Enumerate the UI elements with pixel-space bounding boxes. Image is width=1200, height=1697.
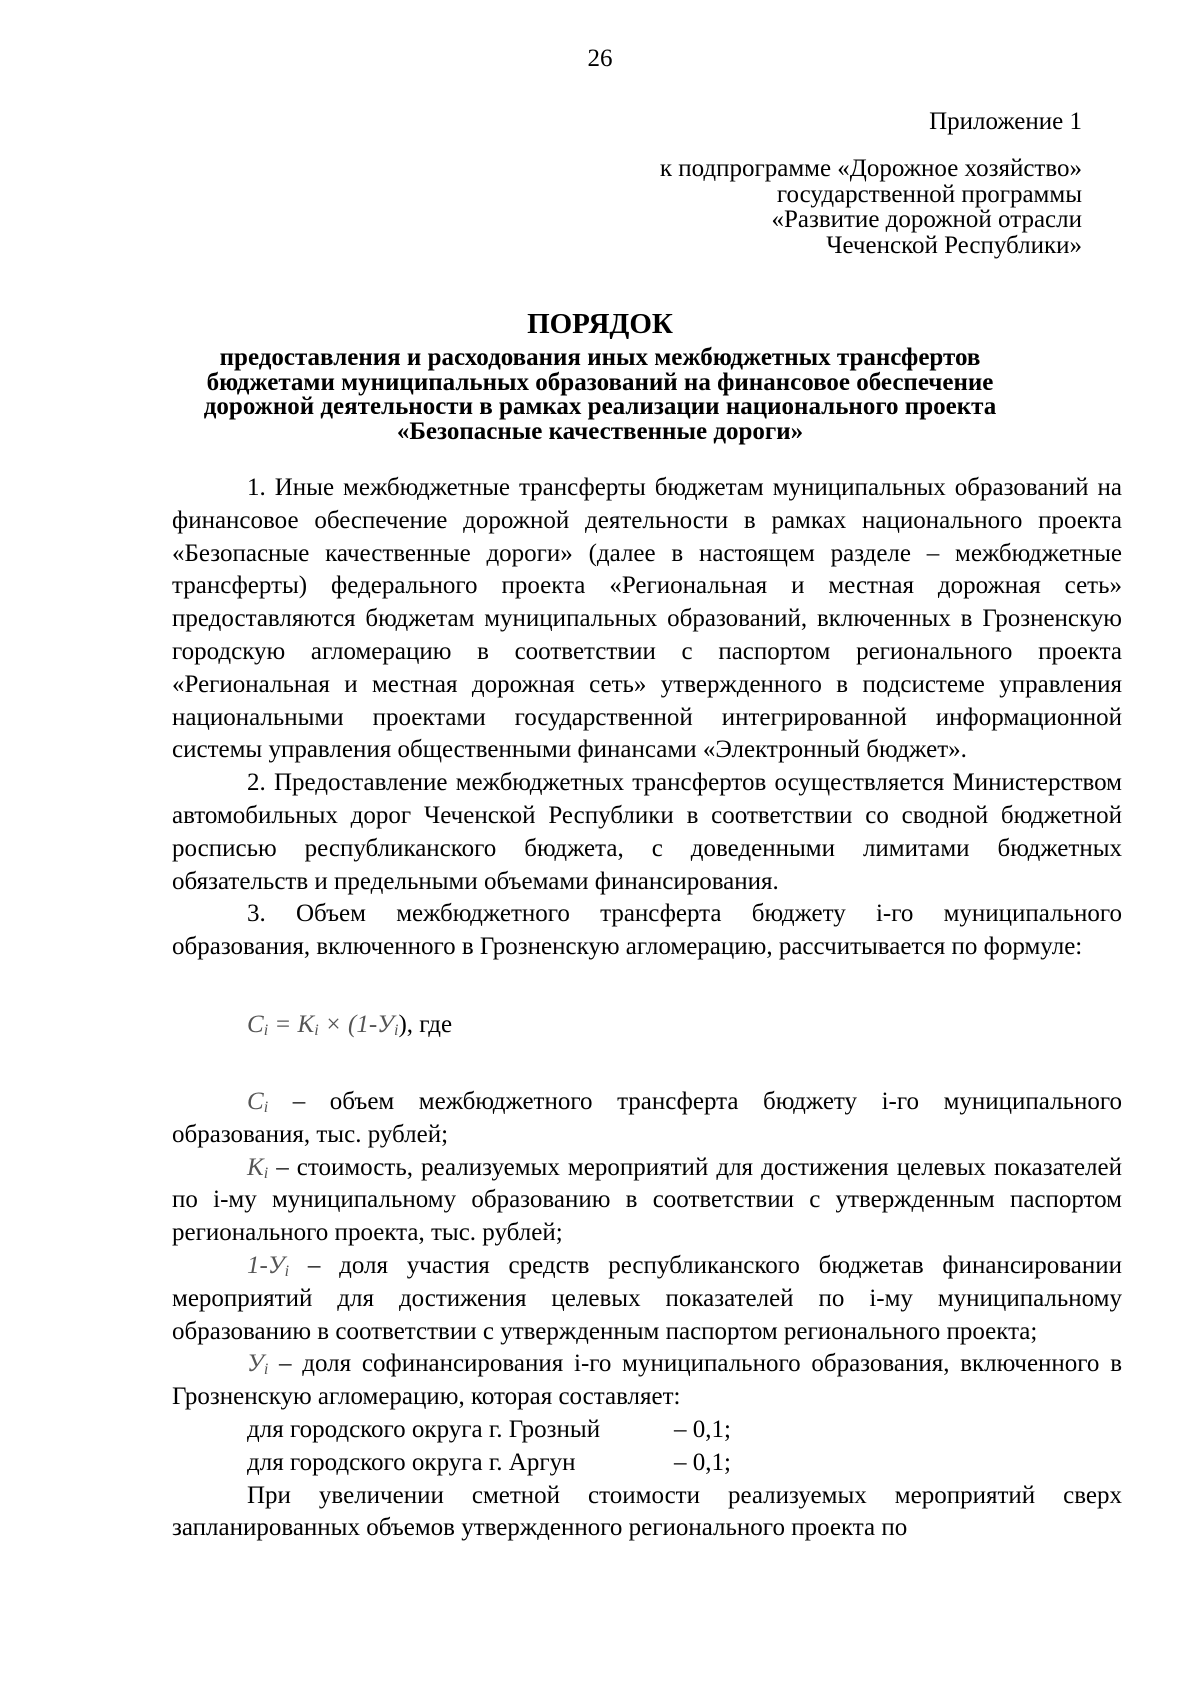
definition-text: – доля софинансирования i-го муниципального образования, включенного в Грозненскую агломерацию, которая составляет: <box>172 1350 1122 1411</box>
definition-text: – доля участия средств республиканского бюджетав финансировании мероприятий для достижения целевых показателей по i-му муниципальному образованию в соответствии с утвержденным паспортом регионального проекта; <box>172 1251 1122 1345</box>
appendix-line: к подпрограмме «Дорожное хозяйство» <box>659 155 1082 182</box>
definition-one-minus-y <box>172 1250 1122 1348</box>
appendix-line: Чеченской Республики» <box>826 231 1082 259</box>
value-label: для городского округа г. Аргун <box>247 1448 576 1476</box>
page-number: 26 <box>587 45 613 72</box>
definition-subscript: i <box>263 1361 269 1379</box>
appendix-header <box>660 108 1082 258</box>
formula-subscript: i <box>394 1021 399 1039</box>
definition-text: – стоимость, реализуемых мероприятий для достижения целевых показателей по i-му муниципальному образованию в соответствии с утвержденным паспортом регионального проекта, тыс. рублей; <box>172 1153 1122 1247</box>
subtitle-line: «Безопасные качественные дороги» <box>396 417 804 445</box>
value-line-argun <box>172 1447 1122 1480</box>
formula-times: × ( <box>318 1010 357 1038</box>
paragraph-1: 1. Иные межбюджетные трансферты бюджетам муниципальных образований на финансовое обеспечение дорожной деятельности в рамках национального проекта «Безопасные качественные дороги» (далее в настоящем разделе – межбюджетные трансферты) федерального проекта «Региональная и местная дорожная сеть» предоставляются бюджетам муниципальных образований, включенных в Грозненскую городскую агломерацию в соответствии с паспортом регионального проекта «Региональная и местная дорожная сеть» утвержденного в подсистеме управления национальными проектами государственной интегрированной информационной системы управления общественными финансами «Электронный бюджет». <box>172 474 1122 764</box>
appendix-line: государственной программы <box>776 180 1082 208</box>
definition-subscript: i <box>284 1262 290 1280</box>
definition-y <box>172 1348 1122 1414</box>
definition-subscript: i <box>263 1164 269 1182</box>
appendix-line: «Развитие дорожной отрасли <box>771 206 1082 233</box>
paragraph-3: 3. Объем межбюджетного трансферта бюджету i-го муниципального образования, включенного в Грозненскую агломерацию, рассчитывается по формуле: <box>172 900 1122 961</box>
formula-close: ), где <box>398 1010 453 1038</box>
formula <box>247 1008 1122 1042</box>
formula-k: K <box>297 1010 315 1038</box>
definition-subscript: i <box>263 1098 269 1116</box>
value-amount: – 0,1; <box>674 1448 731 1476</box>
formula-equals: = <box>268 1010 298 1038</box>
definition-text: – объем межбюджетного трансферта бюджету i-го муниципального образования, тыс. рублей; <box>172 1087 1122 1148</box>
definition-k <box>172 1152 1122 1250</box>
appendix-label: Приложение 1 <box>929 108 1082 135</box>
definition-c <box>172 1086 1122 1152</box>
value-line-grozny <box>172 1414 1122 1447</box>
document-title: ПОРЯДОК <box>527 308 673 340</box>
document-subtitle <box>0 346 1200 444</box>
paragraph-2: 2. Предоставление межбюджетных трансфертов осуществляется Министерством автомобильных дорог Чеченской Республики в соответствии со сводной бюджетной росписью республиканского бюджета, с доведенными лимитами бюджетных обязательств и предельными объемами финансирования. <box>172 769 1122 895</box>
value-amount: – 0,1; <box>674 1415 731 1443</box>
formula-subscript: i <box>263 1021 269 1039</box>
definition-symbol: C <box>247 1087 264 1115</box>
closing-paragraph: При увеличении сметной стоимости реализуемых мероприятий сверх запланированных объемов утвержденного регионального проекта по <box>172 1481 1122 1542</box>
definition-symbol: K <box>247 1153 264 1181</box>
subtitle-line: бюджетами муниципальных образований на финансовое обеспечение <box>206 368 994 396</box>
definition-symbol: 1-У <box>247 1251 285 1279</box>
formula-c: C <box>247 1010 264 1038</box>
subtitle-line: предоставления и расходования иных межбюджетных трансфертов <box>219 344 981 371</box>
subtitle-line: дорожной деятельности в рамках реализации национального проекта <box>203 393 997 420</box>
definition-symbol: У <box>247 1350 264 1378</box>
document-body <box>172 472 1122 1545</box>
value-label: для городского округа г. Грозный <box>247 1415 601 1443</box>
formula-subscript: i <box>314 1021 319 1039</box>
formula-one-minus-y: 1-У <box>356 1010 395 1038</box>
